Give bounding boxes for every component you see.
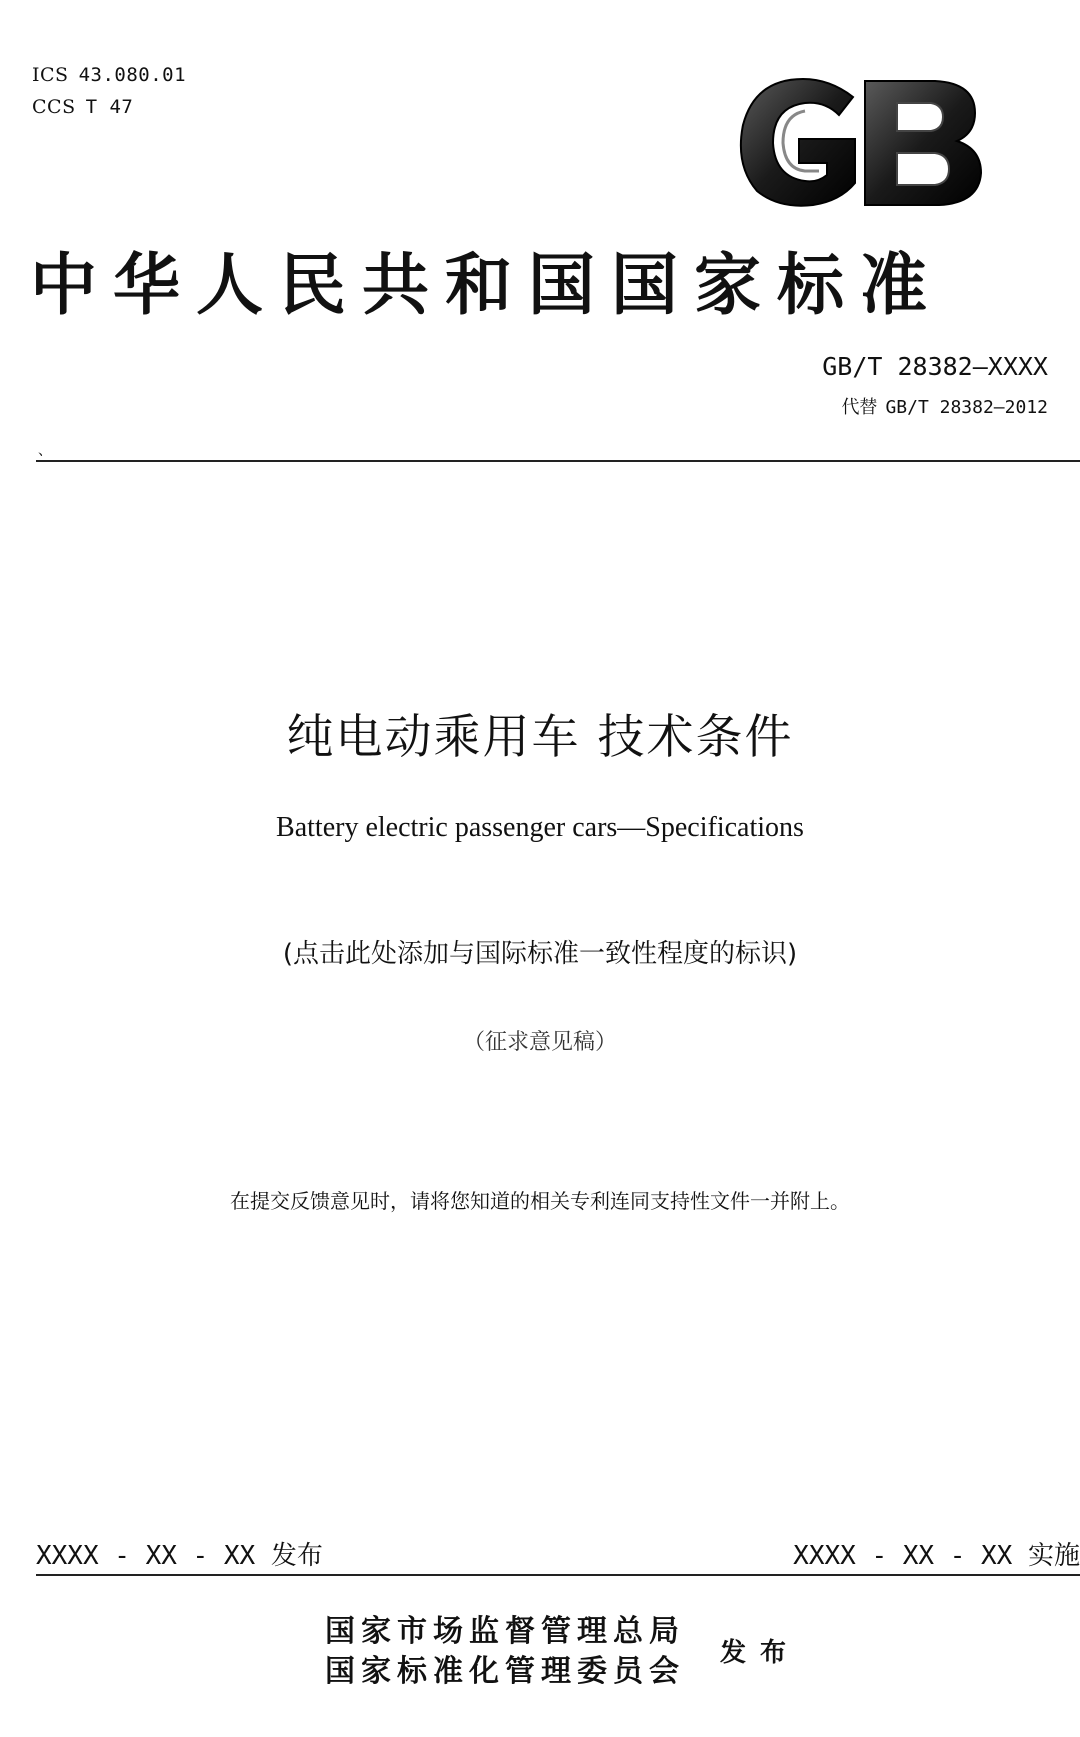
issue-label: 发布 bbox=[270, 1541, 323, 1571]
org-samr: 国家市场监督管理总局 bbox=[325, 1614, 685, 1649]
patent-note: 在提交反馈意见时，请将您知道的相关专利连同支持性文件一并附上。 bbox=[230, 1189, 850, 1213]
draft-label: （征求意见稿） bbox=[462, 1030, 617, 1055]
issuing-organizations bbox=[325, 1612, 685, 1692]
tick-mark: 、 bbox=[38, 443, 52, 459]
issue-date-line bbox=[36, 1535, 323, 1572]
standard-number: GB/T 28382—XXXX bbox=[822, 352, 1048, 381]
ics-label: ICS bbox=[32, 64, 69, 86]
header-divider bbox=[36, 460, 1080, 462]
implementation-date-line bbox=[793, 1535, 1080, 1572]
publish-label: 发布 bbox=[720, 1638, 801, 1668]
replaces-label: 代替 bbox=[841, 397, 878, 418]
replaces-line bbox=[841, 393, 1048, 419]
org-sac: 国家标准化管理委员会 bbox=[325, 1654, 685, 1689]
ccs-label: CCS bbox=[32, 96, 76, 118]
replaces-code: GB/T 28382—2012 bbox=[885, 397, 1048, 418]
ics-code: 43.080.01 bbox=[78, 64, 187, 86]
gb-logo-icon bbox=[735, 75, 985, 210]
issue-date: XXXX - XX - XX bbox=[36, 1541, 256, 1571]
national-standard-title: 中华人民共和国国家标准 bbox=[30, 245, 943, 324]
conformity-note[interactable]: (点击此处添加与国际标准一致性程度的标识) bbox=[282, 939, 798, 969]
ccs-code: T 47 bbox=[85, 96, 134, 118]
ccs-line bbox=[32, 96, 133, 118]
implementation-label: 实施 bbox=[1027, 1541, 1080, 1571]
implementation-date: XXXX - XX - XX bbox=[793, 1541, 1013, 1571]
ics-line bbox=[32, 64, 186, 86]
title-english: Battery electric passenger cars—Specifications bbox=[276, 812, 804, 843]
footer-divider bbox=[36, 1574, 1080, 1576]
title-chinese: 纯电动乘用车 技术条件 bbox=[286, 710, 794, 765]
